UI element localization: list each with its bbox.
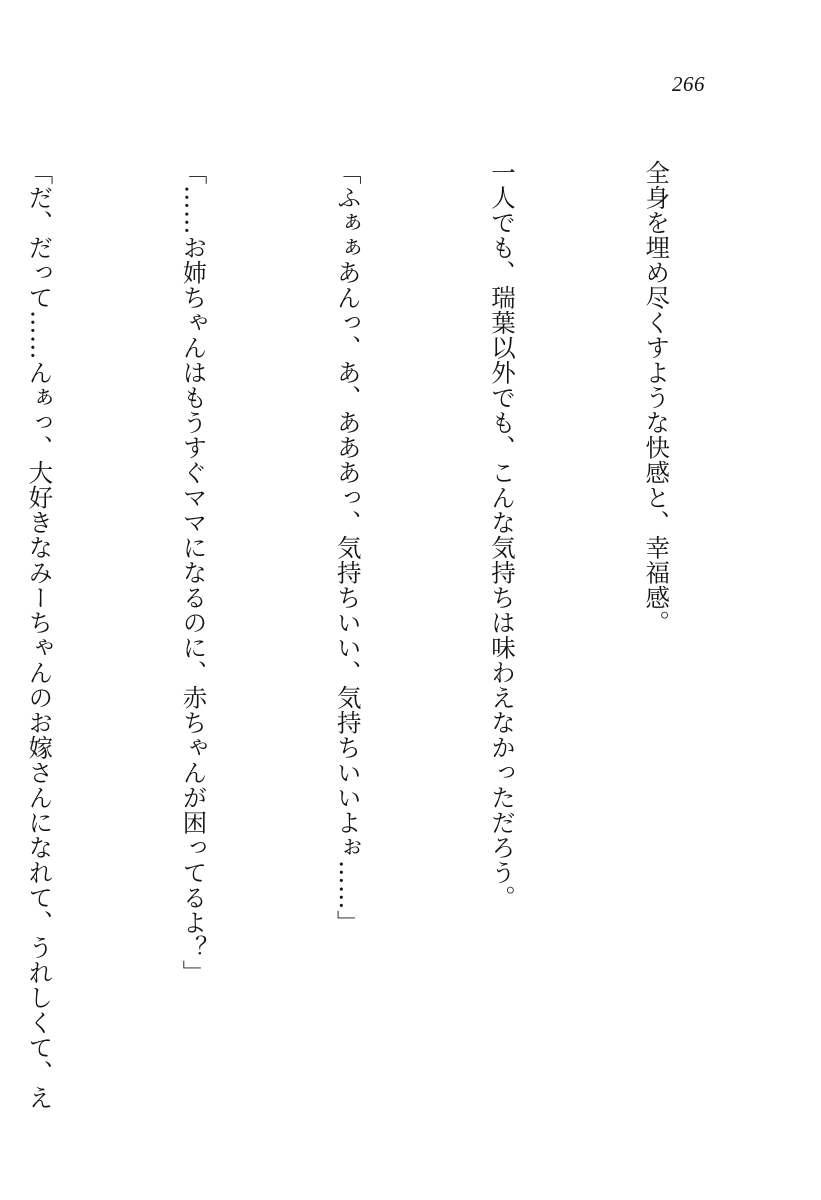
text-line: 「……お姉ちゃんはもうすぐママになるのに、赤ちゃんが困ってるよ？」 bbox=[179, 160, 209, 985]
text-line: 一人でも、瑞葉以外でも、こんな気持ちは味わえなかっただろう。 bbox=[487, 160, 517, 910]
text-line: 「だ、だって……んぁっ、大好きなみーちゃんのお嫁さんになれて、うれしくて、え bbox=[25, 160, 55, 1110]
novel-text-body bbox=[0, 160, 785, 1120]
text-line: 「ふぁぁあんっ、あ、あああっ、気持ちいい、気持ちいいよぉ……」 bbox=[333, 160, 363, 935]
text-line: 全身を埋め尽くすような快感と、幸福感。 bbox=[642, 160, 672, 635]
page-number: 266 bbox=[672, 72, 705, 96]
